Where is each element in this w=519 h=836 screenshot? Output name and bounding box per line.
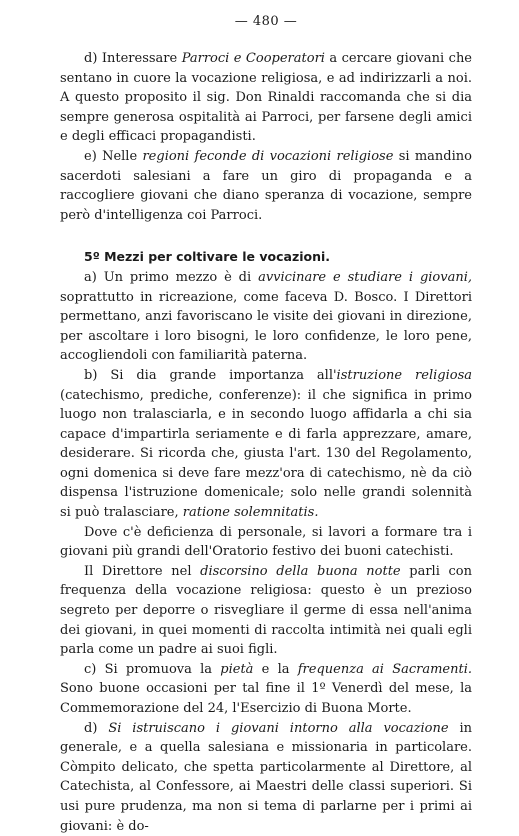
paragraph-a-avvicinare: a) Un primo mezzo è di avvicinare e studiare i giovani, soprattutto in ricreazione, come faceva D. Bosco. I Direttori permettano, anzi favoriscano le visite dei giovani in direzione, per ascoltare i loro bisogni, le loro confidenze, le loro pene, accogliendoli con familiarità paterna. xyxy=(60,269,473,364)
document-page xyxy=(60,14,472,836)
paragraph-d-parroci: d) Interessare Parroci e Cooperatori a cercare giovani che sentano in cuore la vocazione religiosa, e ad indirizzarli a noi. A questo proposito il sig. Don Rinaldi raccomanda che si dia sempre generosa ospitalità ai Parroci, per farsene degli amici e degli efficaci propagandisti. xyxy=(60,51,473,145)
paragraph-b-istruzione: b) Si dia grande importanza all'istruzione religiosa (catechismo, prediche, conferenze): il che significa in primo luogo non tralasciarla, e in secondo luogo affidarla a chi sia capace d'impartirla seriamente e di farla apprezzare, amare, desiderare. Si ricorda che, giusta l'art. 130 del Regolamento, ogni domenica si deve fare mezz'ora di catechismo, nè da ciò dispensa l'istruzione domenicale; solo nelle grandi solennità si può tralasciare, ratione solemnitatis. xyxy=(60,367,472,521)
paragraph-direttore: Il Direttore nel discorsino della buona notte parli con frequenza della vocazione religiosa: questo è un prezioso segreto per deporre o risvegliare il germe di essa nell'anima dei giovani, in quei momenti di raccolta intimità nei quali egli parla come un padre ai suoi figli. xyxy=(60,563,472,658)
section-gap xyxy=(60,225,472,247)
page-number: — 480 — xyxy=(234,14,298,29)
section-title: 5º Mezzi per coltivare le vocazioni. xyxy=(84,249,331,265)
paragraph-e-regioni: e) Nelle regioni feconde di vocazioni religiose si mandino sacerdoti salesiani a fare un giro di propaganda e a raccogliere giovani che diano speranza di vocazione, sempre però d'intelligenza coi Parroci. xyxy=(60,148,472,223)
paragraph-dove: Dove c'è deficienza di personale, si lavori a formare tra i giovani più grandi dell'Oratorio festivo dei buoni catechisti. xyxy=(60,524,472,560)
paragraph-c-pieta: c) Si promuova la pietà e la frequenza ai Sacramenti. Sono buone occasioni per tal fine il 1º Venerdì del mese, la Commemorazione del 24, l'Esercizio di Buona Morte. xyxy=(60,661,473,716)
paragraph-d-vocazione: d) Si istruiscano i giovani intorno alla vocazione in generale, e a quella salesiana e missionaria in particolare. Còmpito delicato, che spetta particolarmente al Direttore, al Catechista, al Confessore, ai Maestri delle classi superiori. Si usi pure prudenza, ma non si tema di parlarne per i primi ai giovani: è do- xyxy=(60,720,472,834)
